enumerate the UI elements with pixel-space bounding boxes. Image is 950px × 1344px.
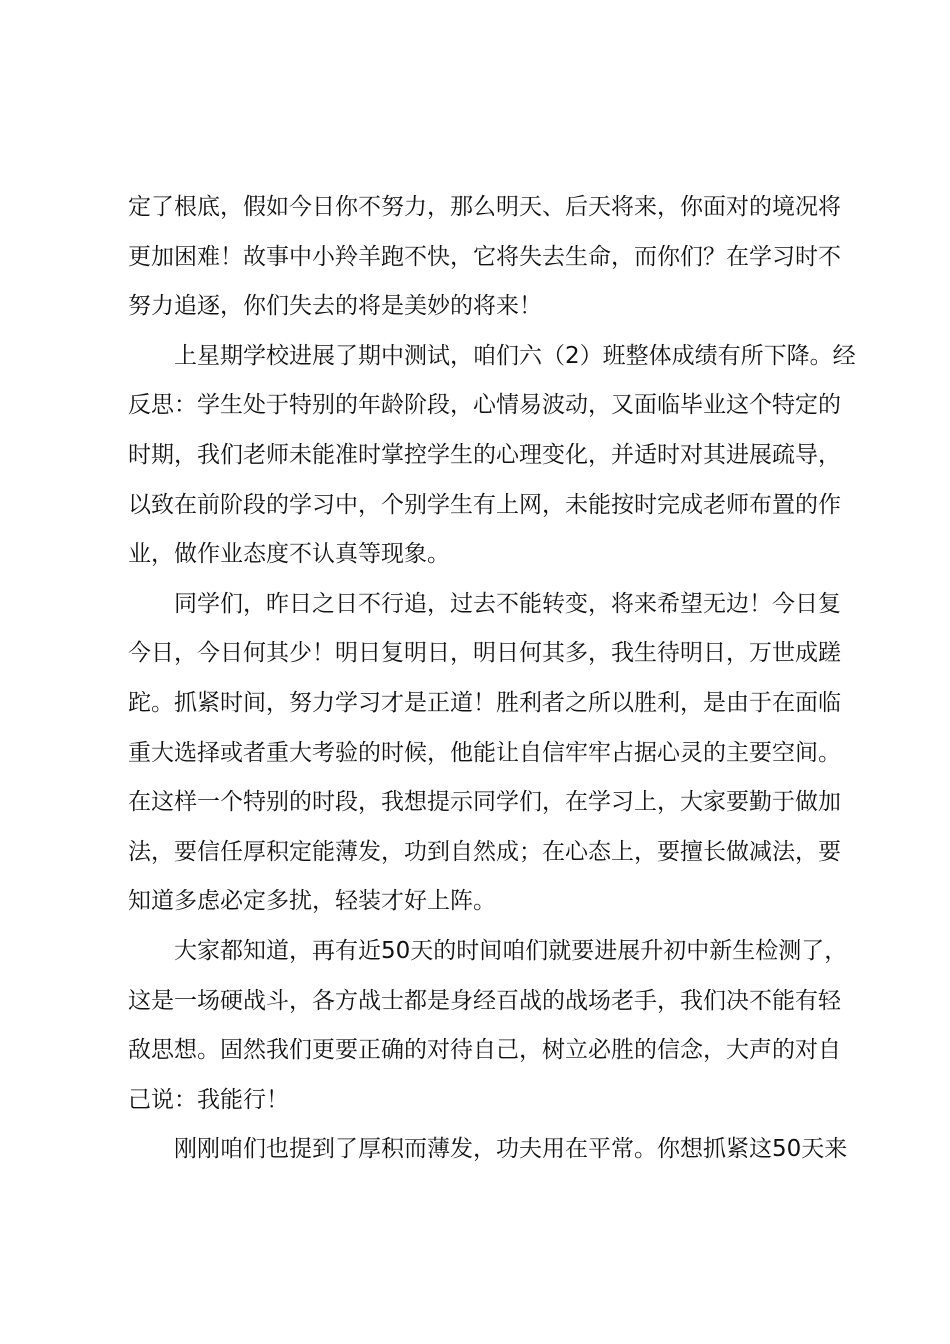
paragraph-4 bbox=[128, 927, 848, 1125]
text-line: 反思：学生处于特别的年龄阶段，心情易波动，又面临毕业这个特定的 bbox=[128, 392, 841, 419]
text-line: 刚刚咱们也提到了厚积而薄发，功夫用在平常。你想抓紧这50天来 bbox=[174, 1136, 848, 1163]
text-line: 更加困难！故事中小羚羊跑不快，它将失去生命，而你们？在学习时不 bbox=[128, 243, 841, 270]
text-line: 定了根底，假如今日你不努力，那么明天、后天将来，你面对的境况将 bbox=[128, 194, 841, 220]
text-line: 知道多虑必定多扰，轻装才好上阵。 bbox=[128, 888, 496, 915]
text-line: 努力追逐，你们失去的将是美妙的将来！ bbox=[128, 293, 542, 320]
paragraph-1 bbox=[128, 183, 841, 332]
text-line: 重大选择或者重大考验的时候，他能让自信牢牢占据心灵的主要空间。 bbox=[128, 739, 841, 766]
text-line: 这是一场硬战斗，各方战士都是身经百战的战场老手，我们决不能有轻 bbox=[128, 987, 841, 1014]
text-line: 今日，今日何其少！明日复明日，明日何其多，我生待明日，万世成蹉 bbox=[128, 640, 841, 667]
text-line: 业，做作业态度不认真等现象。 bbox=[128, 541, 450, 568]
text-line: 法，要信任厚积定能薄发，功到自然成；在心态上，要擅长做减法，要 bbox=[128, 838, 841, 865]
text-line: 以致在前阶段的学习中，个别学生有上网，未能按时完成老师布置的作 bbox=[128, 491, 841, 518]
text-line: 大家都知道，再有近50天的时间咱们就要进展升初中新生检测了， bbox=[174, 937, 848, 964]
text-line: 己说：我能行！ bbox=[128, 1086, 289, 1113]
text-line: 跎。抓紧时间，努力学习才是正道！胜利者之所以胜利，是由于在面临 bbox=[128, 689, 841, 716]
text-line: 上星期学校进展了期中测试，咱们六（2）班整体成绩有所下降。经 bbox=[174, 342, 856, 369]
paragraph-5 bbox=[128, 1125, 848, 1175]
text-line: 时期，我们老师未能准时掌控学生的心理变化，并适时对其进展疏导， bbox=[128, 441, 841, 468]
paragraph-3 bbox=[128, 580, 841, 927]
document-body bbox=[128, 183, 856, 1175]
text-line: 敌思想。固然我们更要正确的对待自己，树立必胜的信念，大声的对自 bbox=[128, 1037, 841, 1064]
paragraph-2 bbox=[128, 332, 856, 580]
text-line: 同学们，昨日之日不行追，过去不能转变，将来希望无边！今日复 bbox=[174, 590, 841, 617]
text-line: 在这样一个特别的时段，我想提示同学们，在学习上，大家要勤于做加 bbox=[128, 789, 841, 816]
